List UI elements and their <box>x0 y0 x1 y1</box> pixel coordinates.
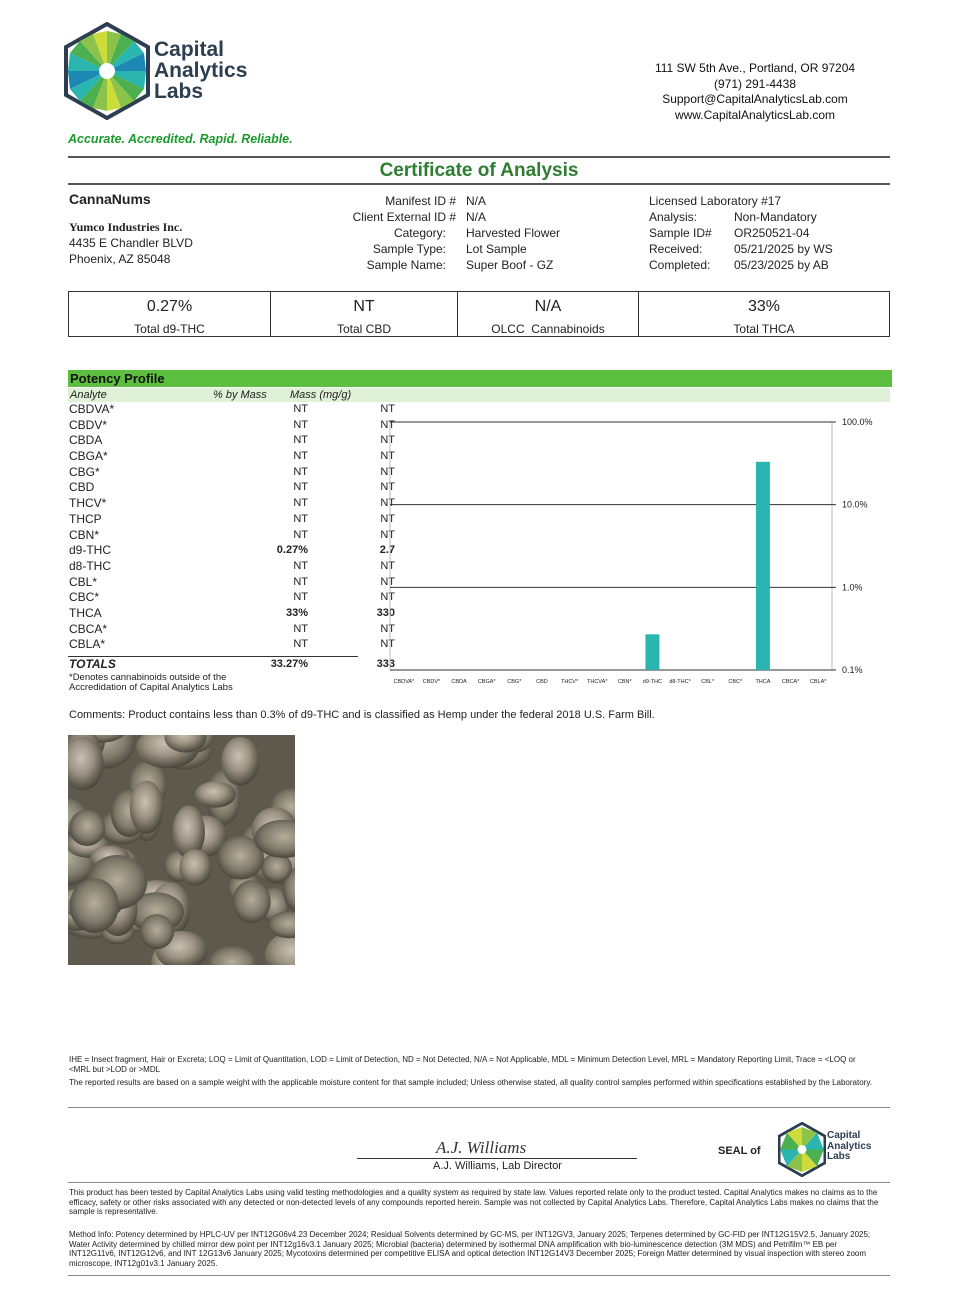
x-tick-label: CBG* <box>507 679 522 685</box>
lab-address: 111 SW 5th Ave., Portland, OR 97204 <box>654 61 856 75</box>
analyte-pct: NT <box>293 481 308 494</box>
totals-row <box>69 657 395 673</box>
totals-label: TOTALS <box>69 657 116 671</box>
seal-lab-name <box>827 1131 871 1163</box>
summary-total-thca <box>639 292 889 336</box>
analyte-name: THCP <box>69 511 102 526</box>
lab-tagline: Accurate. Accredited. Rapid. Reliable. <box>68 132 293 146</box>
external-id-label: Client External ID # <box>352 210 456 224</box>
footnote-line2: Accredidation of Capital Analytics Labs <box>69 682 233 693</box>
bud-shape <box>130 781 164 834</box>
x-tick-label: THCVA* <box>587 679 608 685</box>
lab-name-line1: Capital <box>154 38 225 61</box>
signature-rule <box>68 1182 890 1183</box>
lab-name <box>154 39 247 102</box>
analyte-pct: NT <box>293 418 308 431</box>
analyte-pct: NT <box>293 638 308 651</box>
bud-shape <box>69 810 105 846</box>
potency-chart <box>380 410 890 690</box>
comments: Comments: Product contains less than 0.3% of d9-THC and is classified as Hemp under the federal 2018 U.S. Farm Bill. <box>69 709 655 721</box>
potency-subheader <box>68 388 890 402</box>
analyte-name: CBL* <box>69 574 98 589</box>
analysis-value: Non-Mandatory <box>734 210 817 224</box>
analyte-name: THCA <box>69 605 102 620</box>
analyte-pct: NT <box>293 403 308 415</box>
analyte-mass: NT <box>380 591 395 604</box>
x-tick-label: CBGA* <box>477 679 496 685</box>
seal <box>778 1122 878 1177</box>
x-tick-label: THCV* <box>561 679 579 685</box>
summary-boxes <box>68 291 890 337</box>
x-tick-label: CBDA <box>451 679 467 685</box>
summary-total-cbd <box>271 292 458 336</box>
seal-label: SEAL of <box>718 1145 761 1157</box>
seal-name-line1: Capital <box>827 1130 861 1141</box>
analyte-name: CBD <box>69 480 95 495</box>
analyte-mass: NT <box>380 528 395 541</box>
x-tick-label: d8-THC* <box>669 679 691 685</box>
signature-line <box>357 1158 637 1159</box>
potency-profile-header: Potency Profile <box>68 370 892 387</box>
summary-total-d9-thc <box>69 292 271 336</box>
table-row <box>69 637 395 653</box>
lab-website[interactable]: www.CapitalAnalyticsLab.com <box>674 107 836 122</box>
summary-caption: Total THCA <box>733 322 795 336</box>
analyte-pct: NT <box>293 512 308 525</box>
bud-shape <box>140 914 174 949</box>
analyte-name: CBGA* <box>69 449 108 464</box>
x-tick-label: CBD <box>536 679 548 685</box>
analyte-pct: NT <box>293 528 308 541</box>
x-tick-label: d9-THC <box>642 679 663 685</box>
totals-pct: 33.27% <box>270 658 308 670</box>
sample-type-value: Lot Sample <box>466 242 527 256</box>
table-row <box>69 402 395 418</box>
table-row <box>69 511 395 528</box>
lab-phone: (971) 291-4438 <box>713 76 797 91</box>
x-tick-label: THCA <box>755 679 771 685</box>
client-street: 4435 E Chandler BLVD <box>69 236 193 250</box>
table-row <box>69 574 395 591</box>
method-info: Method Info: Potency determined by HPLC-UV per INT12G06v4.23 December 2024; Residual Solvents determined by GC-MS, per INT12GV3, January 2025; Terpenes determined by GC-FID per INT12G15V2.5, January 2025; Water Activity determined by chilled mirror dew point per INT12g16v3.1 January 2025; Microbial (bacteria) determined by isothermal DNA amplification with bio-luminescence detection (3M MDS) and Petrifilm™ EB per INT12G11v6, INT12G12v6, and INT 12G13v6 January 2025; Mycotoxins determined per competitive ELISA and optical detection INT12G14V3 December 2025; Foreign Matter determined by visual inspection with stereo zoom microscope, INT12g01v3.1 January 2025. <box>69 1230 871 1268</box>
bud-shape <box>195 781 236 807</box>
analyte-mass: NT <box>380 434 395 447</box>
summary-caption: Total CBD <box>336 322 392 336</box>
analyte-name: CBDA <box>69 433 103 448</box>
sample-photo <box>68 735 295 965</box>
analyte-name: CBG* <box>69 464 100 479</box>
potency-table <box>69 402 395 653</box>
signatory-name: A.J. Williams, Lab Director <box>433 1160 562 1172</box>
analysis-label: Analysis: <box>649 210 698 224</box>
summary-value: NT <box>353 298 375 315</box>
analyte-mass: NT <box>380 403 395 415</box>
received-value: 05/21/2025 by WS <box>734 242 833 256</box>
analyte-mass: NT <box>380 622 395 635</box>
table-row <box>69 496 395 512</box>
chart-bar <box>645 634 659 670</box>
analyte-pct: NT <box>293 465 308 478</box>
col-mass: Mass (mg/g) <box>290 389 352 401</box>
potency-footnote <box>69 673 233 693</box>
seal-name-line3: Labs <box>827 1151 851 1162</box>
client-brand: CannaNums <box>69 191 151 207</box>
sample-name-value: Super Boof - GZ <box>466 258 554 272</box>
hexagon-logo-icon <box>64 22 150 120</box>
lab-logo <box>64 22 150 120</box>
seal-hexagon-icon <box>778 1122 826 1177</box>
analyte-pct: NT <box>293 622 308 635</box>
bud-shape <box>233 880 271 923</box>
analyte-name: CBDVA* <box>69 402 115 416</box>
y-tick-label: 1.0% <box>842 582 863 593</box>
analyte-name: d9-THC <box>69 543 112 558</box>
table-row <box>69 558 395 575</box>
footnote-line1: *Denotes cannabinoids outside of the <box>69 672 227 683</box>
manifest-value: N/A <box>466 194 487 208</box>
category-value: Harvested Flower <box>466 226 561 240</box>
lab-name-line2: Analytics <box>154 59 248 82</box>
x-tick-label: CBDVA* <box>393 679 415 685</box>
license-block <box>649 194 889 274</box>
summary-value: 0.27% <box>146 298 193 315</box>
analyte-pct: NT <box>293 434 308 447</box>
analyte-mass: 2.7 <box>379 544 395 557</box>
x-tick-label: CBN* <box>617 679 632 685</box>
table-row <box>69 527 395 544</box>
received-label: Received: <box>649 242 703 256</box>
analyte-mass: NT <box>380 497 395 510</box>
external-id-value: N/A <box>466 210 487 224</box>
x-tick-label: CBC* <box>728 679 743 685</box>
summary-olcc-cannabinoids <box>458 292 639 336</box>
table-row <box>69 621 395 638</box>
table-row <box>69 480 395 496</box>
analyte-mass: 330 <box>376 606 395 619</box>
analyte-mass: NT <box>380 418 395 431</box>
table-row <box>69 433 395 449</box>
bottom-rule <box>68 1275 890 1276</box>
summary-caption: OLCC Cannabinoids <box>491 322 605 336</box>
title-rule-top <box>68 156 890 158</box>
col-analyte: Analyte <box>70 389 107 401</box>
totals-mass: 333 <box>376 658 395 670</box>
disclaimer: This product has been tested by Capital Analytics Labs using valid testing methodologies and a quality system as required by state law. Values reported relate only to the product tested. Capital Analytics makes no claims as to the efficacy, safety or other risks associated with any detected or non-detected levels of any compounds reported herein. Sample was not collected by Capital Analytics Labs. Therefore, Capital Analytics Labs makes no claims that the sample is representative. <box>69 1188 879 1216</box>
analyte-mass: NT <box>380 638 395 651</box>
analyte-name: THCV* <box>69 496 107 511</box>
client-city: Phoenix, AZ 85048 <box>69 252 171 266</box>
bud-shape <box>179 849 211 885</box>
analyte-pct: NT <box>293 591 308 604</box>
analyte-name: d8-THC <box>69 558 112 573</box>
y-tick-label: 100.0% <box>842 417 873 427</box>
analyte-name: CBN* <box>69 527 100 542</box>
chart-bar <box>756 462 770 670</box>
table-row <box>69 417 395 434</box>
sample-type-label: Sample Type: <box>372 242 446 256</box>
sample-name-label: Sample Name: <box>366 258 446 272</box>
summary-value: N/A <box>534 298 562 315</box>
x-tick-label: CBCA* <box>781 679 800 685</box>
cannabis-flower-image <box>68 735 295 965</box>
summary-caption: Total d9-THC <box>134 322 205 336</box>
analyte-pct: 0.27% <box>276 544 308 557</box>
sample-id-value: OR250521-04 <box>734 226 810 240</box>
x-tick-label: CBDV* <box>422 679 441 685</box>
sample-id-label: Sample ID# <box>649 226 712 240</box>
title-rule-bottom <box>68 183 890 185</box>
table-row <box>69 590 395 606</box>
analyte-name: CBCA* <box>69 621 108 636</box>
table-row <box>69 464 395 481</box>
y-tick-label: 10.0% <box>842 499 868 510</box>
analyte-pct: NT <box>293 559 308 572</box>
license-number: Licensed Laboratory #17 <box>649 194 782 208</box>
lab-name-line3: Labs <box>154 80 204 103</box>
lab-contact <box>630 61 880 123</box>
analyte-mass: NT <box>380 575 395 588</box>
table-row <box>69 449 395 465</box>
analyte-mass: NT <box>380 481 395 494</box>
analyte-mass: NT <box>380 559 395 572</box>
x-tick-label: CBLA* <box>809 679 827 685</box>
analyte-name: CBC* <box>69 590 100 605</box>
bud-shape <box>70 878 119 933</box>
signature-script: A.J. Williams <box>436 1138 527 1157</box>
summary-value: 33% <box>747 298 781 315</box>
analyte-name: CBLA* <box>69 637 106 652</box>
y-tick-label: 0.1% <box>842 665 863 675</box>
table-row <box>69 605 395 622</box>
analyte-mass: NT <box>380 450 395 463</box>
x-tick-label: CBL* <box>701 679 715 685</box>
category-label: Category: <box>393 226 446 240</box>
analyte-mass: NT <box>380 512 395 525</box>
col-pct: % by Mass <box>213 389 267 401</box>
analyte-pct: NT <box>293 575 308 588</box>
client-info <box>69 191 193 267</box>
analyte-pct: NT <box>293 497 308 510</box>
analyte-pct: 33% <box>285 606 308 619</box>
seal-name-line2: Analytics <box>827 1140 872 1152</box>
manifest-label: Manifest ID # <box>385 194 456 208</box>
analyte-pct: NT <box>293 450 308 463</box>
page-title: Certificate of Analysis <box>379 160 579 181</box>
completed-label: Completed: <box>649 258 711 272</box>
bud-shape <box>221 737 259 786</box>
table-row <box>69 543 395 559</box>
analyte-mass: NT <box>380 465 395 478</box>
analyte-name: CBDV* <box>69 417 108 432</box>
definitions-rule <box>68 1107 890 1108</box>
lab-email[interactable]: Support@CapitalAnalyticsLab.com <box>662 92 848 106</box>
definitions-2: The reported results are based on a sample weight with the applicable moisture content for that sample included; Unless otherwise stated, all quality control samples performed within specifications established by the Laboratory. <box>69 1078 872 1087</box>
manifest-block <box>300 194 620 274</box>
definitions-1: IHE = Insect fragment, Hair or Excreta; LOQ = Limit of Quantitation, LOD = Limit of Detection, ND = Not Detected, N/A = Not Applicable, MDL = Minimum Detection Level, MRL = Mandatory Reporting Limit, Trace = <LOQ or <MRL but >LOD or >MDL <box>69 1055 856 1074</box>
client-company: Yumco Industries Inc. <box>69 220 183 234</box>
completed-value: 05/23/2025 by AB <box>734 258 829 272</box>
